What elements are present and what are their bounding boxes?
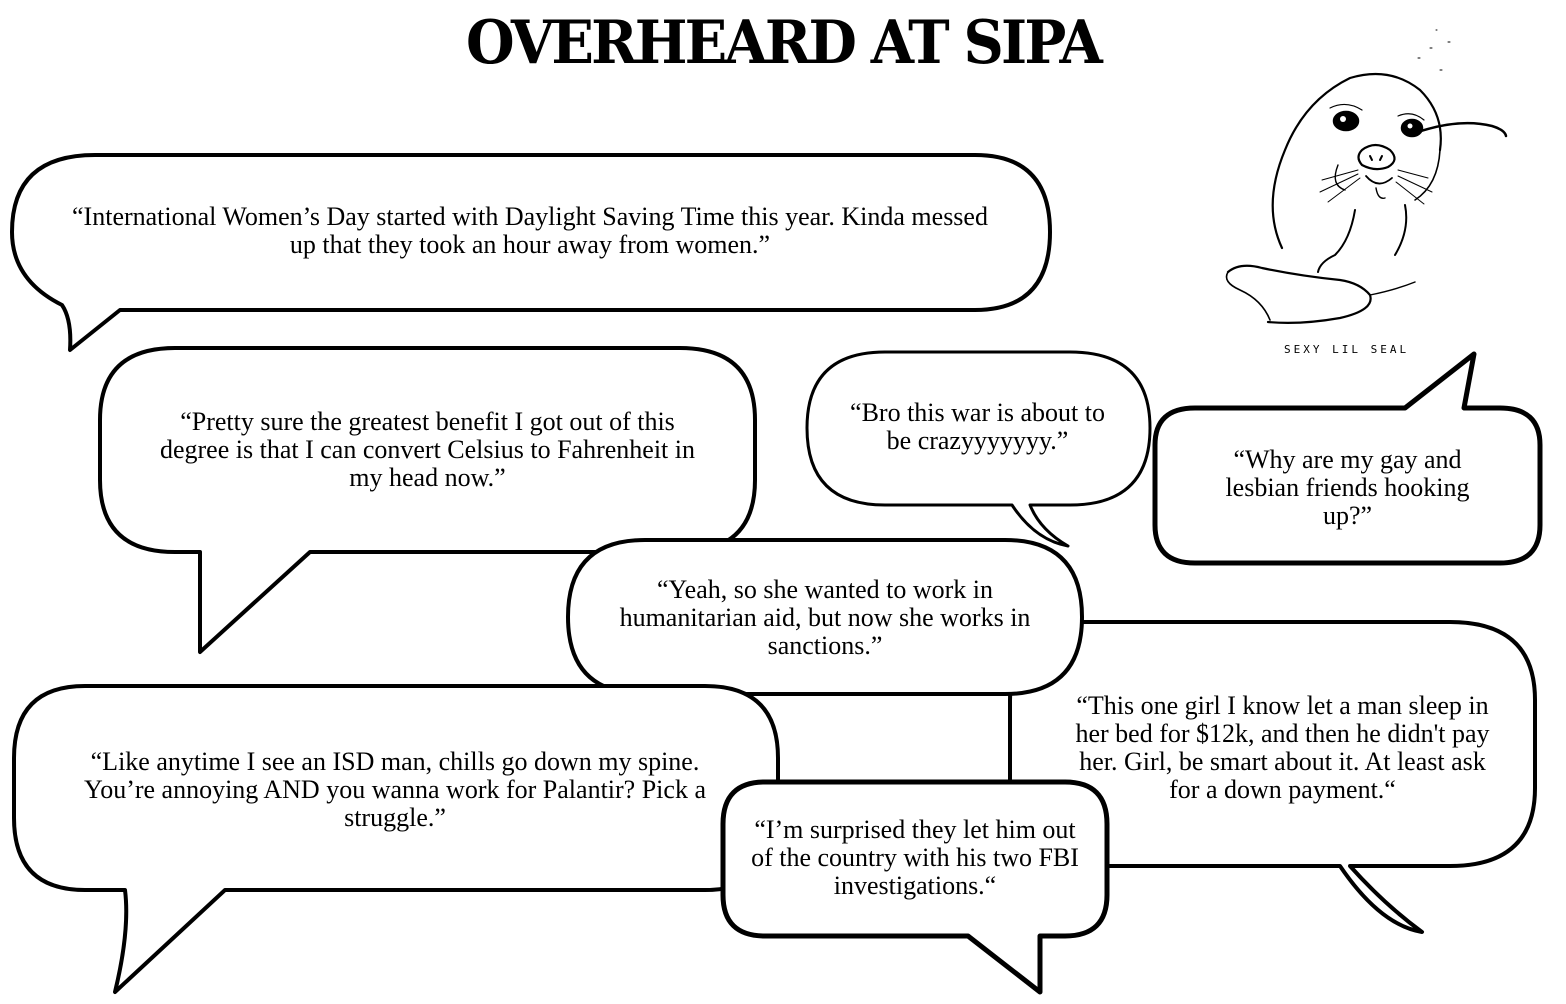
quote-celsius: “Pretty sure the greatest benefit I got out of this degree is that I can convert Celsius to Fahrenheit in my head now.” (159, 407, 695, 492)
page-title: OVERHEARD AT SIPA (466, 8, 1100, 78)
quote-daylight-saving: “International Women’s Day started with Daylight Saving Time this year. Kinda messed up that they took an hour away from women.” (72, 202, 988, 259)
quote-gay-lesbian: “Why are my gay and lesbian friends hooking up?” (1225, 445, 1470, 530)
quote-sanctions: “Yeah, so she wanted to work in humanitarian aid, but now she works in sanctions.” (619, 575, 1031, 660)
seal-drawing-icon (1227, 30, 1507, 323)
quote-war: “Bro this war is about to be crazyyyyyyy.” (850, 398, 1105, 455)
seal-caption: SEXY LIL SEAL (1284, 343, 1410, 356)
quote-fbi: “I’m surprised they let him out of the country with his two FBI investigations.“ (751, 815, 1079, 900)
quote-twelve-k: “This one girl I know let a man sleep in her bed for $12k, and then he didn't pay her. Girl, be smart about it. At least ask for a down payment.“ (1075, 691, 1490, 804)
quote-isd-man: “Like anytime I see an ISD man, chills go down my spine. You’re annoying AND you wanna work for Palantir? Pick a struggle.” (84, 747, 706, 832)
